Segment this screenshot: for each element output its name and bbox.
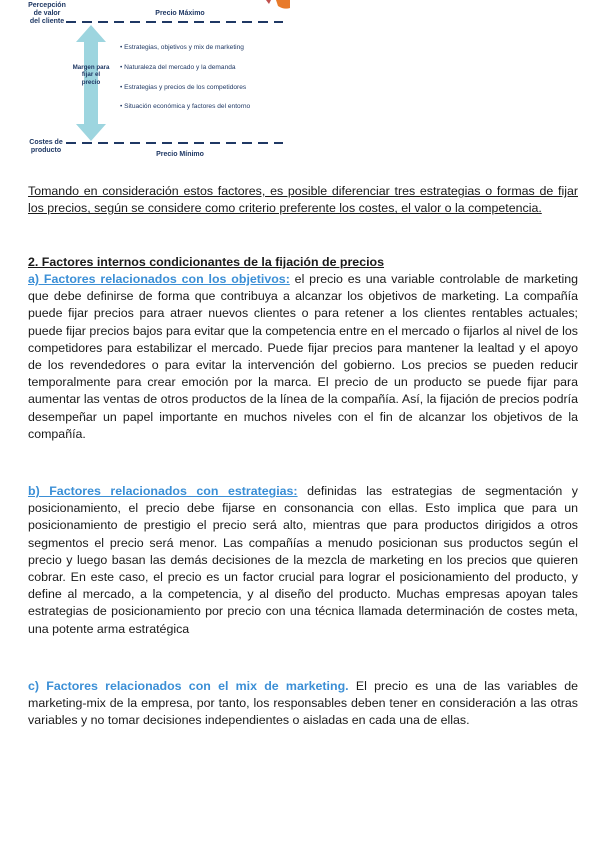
strategies-lead: b) Factores relacionados con estrategias: — [28, 484, 298, 498]
factor-item: • Situación económica y factores del entorno — [120, 103, 251, 110]
product-cost-label: Costes de producto — [29, 139, 63, 154]
marketing-mix-body: El precio es una de las variables de marketing-mix de la empresa, por tanto, los responsables deben tener en consideración a las otras variables y no tomar decisiones independientes o aisladas en cada una de ellas. — [28, 679, 578, 728]
strategies-body: definidas las estrategias de segmentación y posicionamiento, el precio debe fijarse en consonancia con ellas. Esto implica que para un posicionamiento de prestigio el precio será alto, mientras que para productos dirigidos a otros segmentos el precio será menor. Las compañías a menudo posicionan sus productos según el precio y luego basan las demás decisiones de la mezcla de marketing en los precios que quieren cobrar. En este caso, el precio es un factor crucial para lograr el posicionamiento del producto, y define al mercado, a la competencia, y al diseño del producto. Muchas empresas apoyan tales estrategias de posicionamiento por precio con una técnica llamada determinación de costes meta, una potente arma estratégica — [28, 484, 579, 636]
margin-label: Margen para fijar el precio — [72, 64, 110, 86]
factor-item: • Naturaleza del mercado y la demanda — [120, 64, 236, 71]
intro-paragraph: Tomando en consideración estos factores, es posible diferenciar tres estrategias o formas de fijar los precios, según se considere como criterio preferente los costes, el valor o la competencia. — [28, 184, 578, 216]
perception-label: Percepción de valor del cliente — [28, 2, 66, 25]
max-price-label: Precio Máximo — [155, 10, 205, 17]
min-price-label: Precio Mínimo — [156, 151, 204, 158]
decorative-figure-icon — [266, 0, 290, 9]
section-heading: 2. Factores internos condicionantes de la fijación de precios — [28, 255, 384, 269]
price-range-diagram — [28, 0, 290, 160]
section-objectives — [28, 271, 578, 443]
marketing-mix-lead: c) Factores relacionados con el mix de marketing. — [28, 679, 349, 693]
section-strategies — [28, 483, 578, 638]
section-marketing-mix — [28, 678, 578, 730]
objectives-body: el precio es una variable controlable de marketing que debe definirse de forma que contribuya a alcanzar los objetivos de marketing. La compañía puede fijar precios para atraer nuevos clientes o para retener a los clientes rentables actuales; puede fijar precios bajos para evitar que la competencia entre en el mercado o fijarlos al nivel de los competidores para estabilizar el mercado. Puede fijar precios para mantener la lealtad y el apoyo de los revendedores o para evitar la intervención del gobierno. Los precios se pueden reducir temporalmente para crear emoción por la marca. El precio de un producto se puede fijar para aumentar las ventas de otros productos de la línea de la compañía. Así, la fijación de precios podría desempeñar un papel importante en muchos niveles con el fin de alcanzar los objetivos de la compañía. — [28, 272, 579, 441]
factor-item: • Estrategias, objetivos y mix de marketing — [120, 44, 244, 51]
objectives-lead: a) Factores relacionados con los objetivos: — [28, 272, 290, 286]
factor-item: • Estrategias y precios de los competidores — [120, 84, 247, 91]
diagram-graphic — [28, 0, 290, 160]
